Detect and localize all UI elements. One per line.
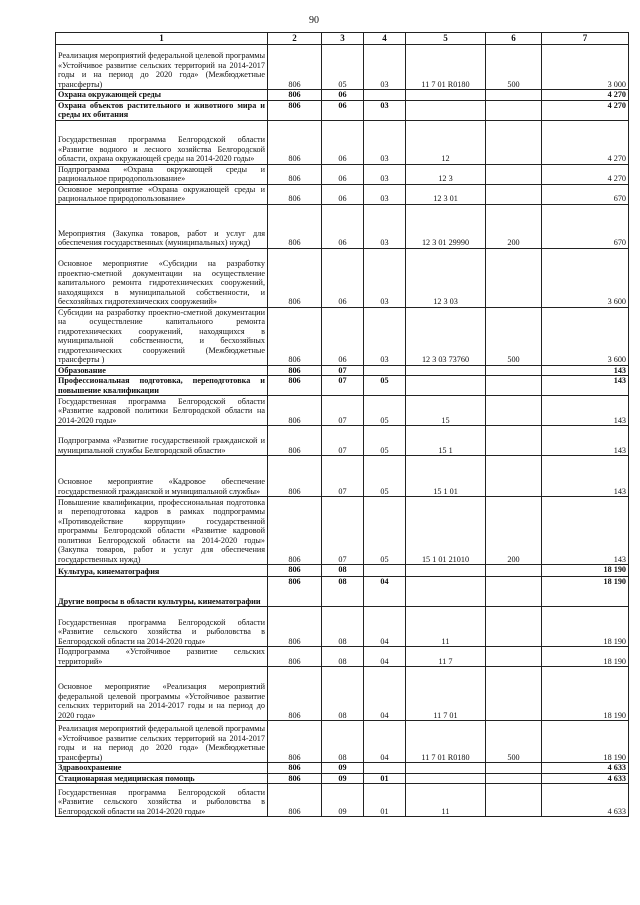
cell-code-3: 06 [322, 90, 364, 101]
cell-code-4 [364, 365, 406, 376]
cell-code-6 [486, 577, 542, 607]
page-number: 90 [309, 15, 319, 26]
row-name: Образование [56, 365, 268, 376]
row-name: Подпрограмма «Устойчивое развитие сельских территорий» [56, 647, 268, 667]
cell-code-4: 03 [364, 120, 406, 164]
cell-amount: 18 190 [542, 565, 629, 577]
budget-table [55, 32, 629, 817]
cell-code-5: 11 [406, 607, 486, 647]
cell-code-4: 04 [364, 647, 406, 667]
cell-code-2: 806 [268, 763, 322, 774]
cell-code-2: 806 [268, 456, 322, 497]
cell-amount: 4 270 [542, 100, 629, 120]
row-name: Субсидии на разработку проектно-сметной документации на осуществление капитального ремонта гидротехнических сооружений, находящихся в муниципальной собственности, и бесхозяйных гидротехнических сооружений (Межбюджетные трансферты ) [56, 307, 268, 365]
row-name: Стационарная медицинская помощь [56, 773, 268, 784]
cell-code-3: 09 [322, 784, 364, 817]
cell-code-2: 806 [268, 204, 322, 248]
row-name: Охрана объектов растительного и животного мира и среды их обитания [56, 100, 268, 120]
cell-code-5 [406, 365, 486, 376]
cell-code-5: 12 3 01 [406, 184, 486, 204]
cell-code-2: 806 [268, 396, 322, 426]
cell-code-6 [486, 100, 542, 120]
cell-code-3: 06 [322, 204, 364, 248]
column-header: 6 [486, 33, 542, 45]
cell-code-6 [486, 667, 542, 721]
column-header: 1 [56, 33, 268, 45]
cell-code-2: 806 [268, 248, 322, 307]
cell-code-6 [486, 90, 542, 101]
cell-code-2: 806 [268, 647, 322, 667]
cell-code-4: 05 [364, 376, 406, 396]
cell-code-6 [486, 426, 542, 456]
row-name: Основное мероприятие «Охрана окружающей среды и рациональное природопользование» [56, 184, 268, 204]
table-row [56, 45, 629, 90]
table-row [56, 721, 629, 763]
row-name: Реализация мероприятий федеральной целевой программы «Устойчивое развитие сельских территорий на 2014-2017 годы и на период до 2020 года» (Межбюджетные трансферты) [56, 45, 268, 90]
cell-code-2: 806 [268, 721, 322, 763]
row-name: Подпрограмма «Развитие государственной гражданской и муниципальной службы Белгородской области» [56, 426, 268, 456]
cell-code-4: 05 [364, 456, 406, 497]
cell-code-2: 806 [268, 607, 322, 647]
row-name: Основное мероприятие «Кадровое обеспечение государственной гражданской и муниципальной службы» [56, 456, 268, 497]
cell-code-3: 06 [322, 184, 364, 204]
cell-code-4: 03 [364, 248, 406, 307]
row-name: Государственная программа Белгородской области «Развитие сельского хозяйства и рыболовства в Белгородской области на 2014-2020 годы» [56, 784, 268, 817]
row-name: Охрана окружающей среды [56, 90, 268, 101]
table-row [56, 497, 629, 565]
cell-amount: 18 190 [542, 721, 629, 763]
cell-code-6 [486, 456, 542, 497]
table-row [56, 365, 629, 376]
cell-code-6 [486, 396, 542, 426]
table-row [56, 376, 629, 396]
table-row [56, 184, 629, 204]
table-row [56, 565, 629, 577]
cell-code-3: 07 [322, 426, 364, 456]
cell-code-5 [406, 565, 486, 577]
cell-amount: 143 [542, 456, 629, 497]
cell-code-2: 806 [268, 90, 322, 101]
cell-code-3: 07 [322, 396, 364, 426]
cell-code-4: 04 [364, 607, 406, 647]
cell-amount: 143 [542, 426, 629, 456]
cell-code-4: 05 [364, 396, 406, 426]
table-row [56, 773, 629, 784]
column-header: 4 [364, 33, 406, 45]
column-header: 2 [268, 33, 322, 45]
cell-code-5 [406, 577, 486, 607]
cell-code-3: 05 [322, 45, 364, 90]
cell-code-5: 11 7 01 R0180 [406, 721, 486, 763]
row-name: Государственная программа Белгородской области «Развитие водного и лесного хозяйства Белгородской области, охрана окружающей среды на 2014-2020 годы» [56, 120, 268, 164]
cell-amount: 670 [542, 184, 629, 204]
table-row [56, 426, 629, 456]
cell-code-4 [364, 763, 406, 774]
cell-code-3: 08 [322, 721, 364, 763]
column-header: 5 [406, 33, 486, 45]
table-row [56, 784, 629, 817]
cell-code-6 [486, 565, 542, 577]
cell-code-2: 806 [268, 307, 322, 365]
cell-amount: 3 000 [542, 45, 629, 90]
table-row [56, 396, 629, 426]
cell-amount: 670 [542, 204, 629, 248]
cell-code-5 [406, 90, 486, 101]
cell-code-2: 806 [268, 565, 322, 577]
cell-code-3: 07 [322, 376, 364, 396]
cell-amount: 18 190 [542, 667, 629, 721]
cell-code-5 [406, 376, 486, 396]
cell-code-6 [486, 376, 542, 396]
cell-code-3: 06 [322, 100, 364, 120]
cell-code-3: 09 [322, 773, 364, 784]
cell-code-5: 11 7 01 R0180 [406, 45, 486, 90]
cell-code-5: 12 3 03 [406, 248, 486, 307]
cell-code-5: 11 [406, 784, 486, 817]
cell-amount: 4 270 [542, 164, 629, 184]
table-row [56, 607, 629, 647]
cell-code-6 [486, 120, 542, 164]
cell-code-5: 11 7 01 [406, 667, 486, 721]
row-name: Мероприятия (Закупка товаров, работ и услуг для обеспечения государственных (муниципальных) нужд) [56, 204, 268, 248]
cell-code-2: 806 [268, 426, 322, 456]
cell-code-4: 03 [364, 184, 406, 204]
cell-code-3: 07 [322, 456, 364, 497]
cell-code-6 [486, 365, 542, 376]
column-header: 7 [542, 33, 629, 45]
cell-amount: 143 [542, 396, 629, 426]
cell-code-5 [406, 100, 486, 120]
row-name: Государственная программа Белгородской области «Развитие кадровой политики Белгородской области на 2014-2020 годы» [56, 396, 268, 426]
table-row [56, 577, 629, 607]
cell-code-4: 01 [364, 784, 406, 817]
table-row [56, 120, 629, 164]
cell-code-5 [406, 773, 486, 784]
cell-amount: 143 [542, 497, 629, 565]
cell-code-5: 12 3 [406, 164, 486, 184]
cell-code-2: 806 [268, 784, 322, 817]
cell-code-2: 806 [268, 45, 322, 90]
cell-code-5: 15 1 01 [406, 456, 486, 497]
row-name: Реализация мероприятий федеральной целевой программы «Устойчивое развитие сельских территорий на 2014-2017 годы и на период до 2020 года» (Межбюджетные трансферты) [56, 721, 268, 763]
cell-code-2: 806 [268, 365, 322, 376]
cell-amount: 3 600 [542, 307, 629, 365]
cell-code-4: 04 [364, 721, 406, 763]
cell-amount: 3 600 [542, 248, 629, 307]
cell-code-6 [486, 184, 542, 204]
cell-code-2: 806 [268, 773, 322, 784]
cell-code-2: 806 [268, 376, 322, 396]
row-name: Повышение квалификации, профессиональная подготовка и переподготовка кадров в рамках подпрограммы «Противодействие коррупции» государственной программы Белгородской области «Развитие кадровой политики Белгородской области на 2014-2020 годы» (Закупка товаров, работ и услуг для обеспечения государственных нужд) [56, 497, 268, 565]
cell-code-3: 06 [322, 164, 364, 184]
cell-amount: 4 270 [542, 120, 629, 164]
cell-code-4: 01 [364, 773, 406, 784]
cell-code-3: 07 [322, 497, 364, 565]
table-row [56, 248, 629, 307]
cell-code-4: 05 [364, 426, 406, 456]
table-row [56, 90, 629, 101]
cell-amount: 18 190 [542, 647, 629, 667]
cell-code-6 [486, 164, 542, 184]
cell-code-4: 03 [364, 307, 406, 365]
column-header: 3 [322, 33, 364, 45]
cell-code-2: 806 [268, 120, 322, 164]
cell-amount: 143 [542, 376, 629, 396]
cell-code-4: 03 [364, 164, 406, 184]
table-row [56, 763, 629, 774]
header-row [56, 33, 629, 45]
row-name: Подпрограмма «Охрана окружающей среды и рациональное природопользование» [56, 164, 268, 184]
cell-code-5: 15 1 [406, 426, 486, 456]
cell-code-5: 12 3 03 73760 [406, 307, 486, 365]
cell-code-2: 806 [268, 577, 322, 607]
cell-amount: 4 633 [542, 784, 629, 817]
table-row [56, 307, 629, 365]
row-name: Основное мероприятие «Субсидии на разработку проектно-сметной документации на осуществление капитального ремонта гидротехнических сооружений, находящихся в муниципальной собственности, и бесхозяйных гидротехнических сооружений» [56, 248, 268, 307]
cell-code-6 [486, 763, 542, 774]
cell-code-2: 806 [268, 497, 322, 565]
cell-code-3: 08 [322, 647, 364, 667]
cell-code-6: 500 [486, 45, 542, 90]
cell-code-3: 09 [322, 763, 364, 774]
cell-code-6: 500 [486, 307, 542, 365]
cell-code-6 [486, 607, 542, 647]
row-name: Основное мероприятие «Реализация мероприятий федеральной целевой программы «Устойчивое развитие сельских территорий на 2014-2017 годы и на период до 2020 года» [56, 667, 268, 721]
cell-code-3: 08 [322, 607, 364, 647]
cell-code-6: 200 [486, 204, 542, 248]
cell-code-3: 06 [322, 307, 364, 365]
cell-amount: 18 190 [542, 577, 629, 607]
cell-code-2: 806 [268, 184, 322, 204]
cell-amount: 4 270 [542, 90, 629, 101]
cell-code-3: 08 [322, 565, 364, 577]
cell-code-3: 08 [322, 577, 364, 607]
cell-code-3: 06 [322, 120, 364, 164]
row-name: Государственная программа Белгородской области «Развитие сельского хозяйства и рыболовства в Белгородской области на 2014-2020 годы» [56, 607, 268, 647]
cell-code-5: 12 [406, 120, 486, 164]
cell-code-4 [364, 90, 406, 101]
cell-amount: 18 190 [542, 607, 629, 647]
row-name: Другие вопросы в области культуры, кинематографии [56, 577, 268, 607]
cell-code-6 [486, 784, 542, 817]
cell-code-4: 03 [364, 45, 406, 90]
cell-code-3: 06 [322, 248, 364, 307]
cell-code-5: 12 3 01 29990 [406, 204, 486, 248]
table-row [56, 456, 629, 497]
cell-code-6 [486, 248, 542, 307]
cell-code-3: 08 [322, 667, 364, 721]
table-row [56, 204, 629, 248]
cell-code-3: 07 [322, 365, 364, 376]
cell-code-4 [364, 565, 406, 577]
cell-code-4: 04 [364, 577, 406, 607]
cell-code-4: 03 [364, 100, 406, 120]
row-name: Здравоохранение [56, 763, 268, 774]
cell-code-4: 03 [364, 204, 406, 248]
row-name: Культура, кинематография [56, 565, 268, 577]
cell-code-4: 04 [364, 667, 406, 721]
cell-code-6 [486, 773, 542, 784]
table-row [56, 164, 629, 184]
cell-amount: 4 633 [542, 773, 629, 784]
table-row [56, 100, 629, 120]
row-name: Профессиональная подготовка, переподготовка и повышение квалификации [56, 376, 268, 396]
cell-code-6: 200 [486, 497, 542, 565]
cell-code-6: 500 [486, 721, 542, 763]
cell-code-5: 15 [406, 396, 486, 426]
cell-code-6 [486, 647, 542, 667]
cell-code-4: 05 [364, 497, 406, 565]
cell-amount: 143 [542, 365, 629, 376]
cell-code-5 [406, 763, 486, 774]
cell-code-2: 806 [268, 667, 322, 721]
cell-code-5: 15 1 01 21010 [406, 497, 486, 565]
table-row [56, 647, 629, 667]
cell-amount: 4 633 [542, 763, 629, 774]
cell-code-5: 11 7 [406, 647, 486, 667]
cell-code-2: 806 [268, 164, 322, 184]
cell-code-2: 806 [268, 100, 322, 120]
table-row [56, 667, 629, 721]
